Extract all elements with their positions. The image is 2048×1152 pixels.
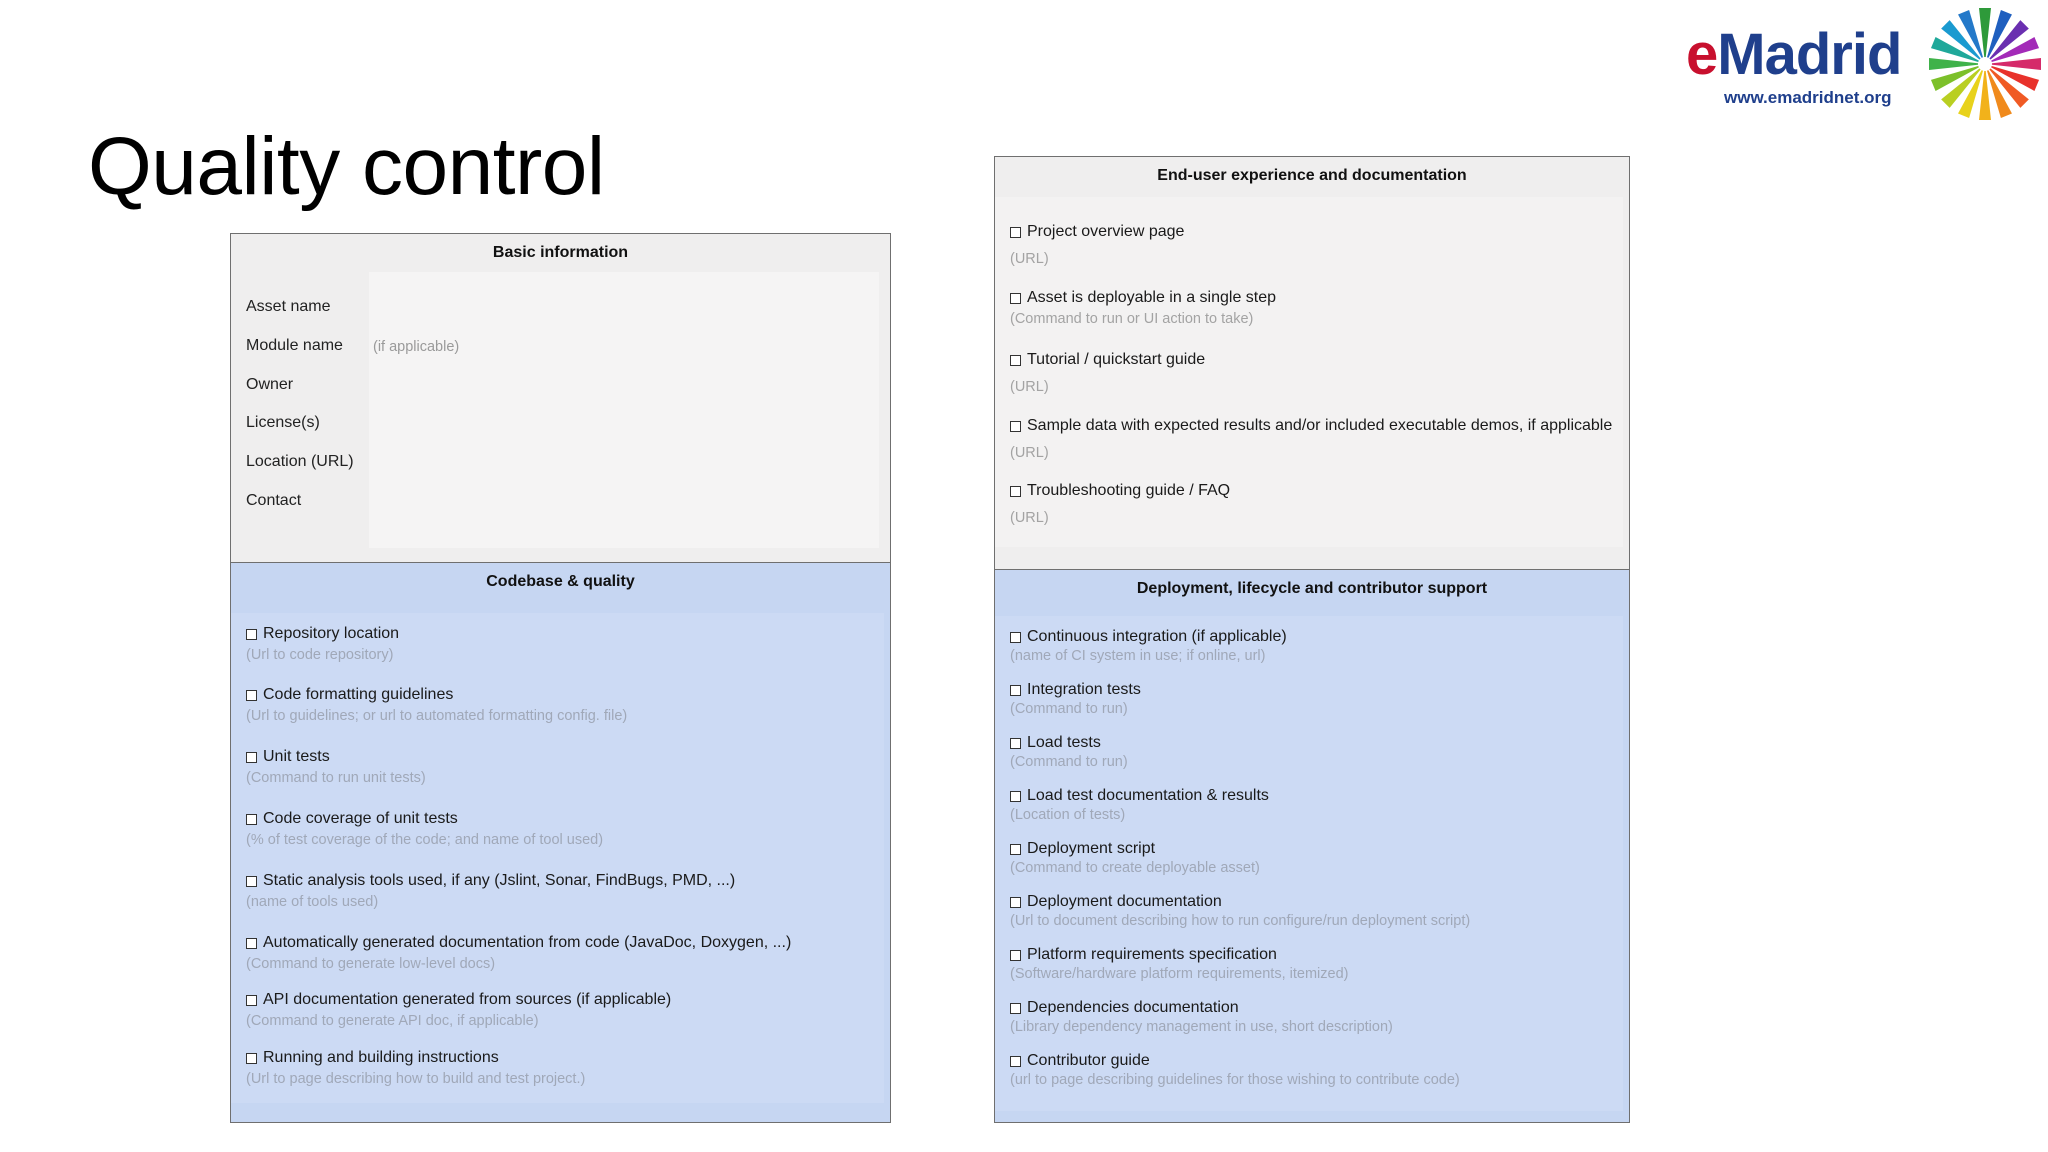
emadrid-logo bbox=[1686, 6, 2042, 124]
checkbox-icon[interactable] bbox=[1010, 355, 1021, 366]
checklist-item[interactable]: Unit tests (Command to run unit tests) bbox=[246, 748, 426, 786]
field-label: License(s) bbox=[246, 414, 320, 431]
checklist-item[interactable]: Project overview page (URL) bbox=[1010, 223, 1185, 267]
checklist-item[interactable]: Deployment documentation (Url to document describing how to run configure/run deployment script) bbox=[1010, 893, 1471, 929]
field-label: Location (URL) bbox=[246, 453, 354, 470]
checklist-item[interactable]: API documentation generated from sources (if applicable) (Command to generate API doc, if applicable) bbox=[246, 991, 672, 1029]
deployment-section bbox=[995, 569, 1629, 1123]
checkbox-icon[interactable] bbox=[1010, 897, 1021, 908]
checkbox-icon[interactable] bbox=[246, 876, 257, 887]
checkbox-icon[interactable] bbox=[1010, 844, 1021, 855]
checkbox-icon[interactable] bbox=[1010, 1003, 1021, 1014]
section-heading: Basic information bbox=[492, 244, 629, 261]
checklist-item[interactable]: Deployment script (Command to create deployable asset) bbox=[1010, 840, 1260, 876]
field-label: Asset name bbox=[246, 298, 331, 315]
logo-star-icon bbox=[1928, 6, 2042, 124]
checklist-item[interactable]: Static analysis tools used, if any (Jslint, Sonar, FindBugs, PMD, ...) (name of tools used) bbox=[246, 872, 736, 910]
checklist-item[interactable]: Automatically generated documentation from code (JavaDoc, Doxygen, ...) (Command to generate low-level docs) bbox=[246, 934, 792, 972]
checkbox-icon[interactable] bbox=[1010, 791, 1021, 802]
field-hint: (if applicable) bbox=[373, 339, 460, 355]
checklist-item[interactable]: Asset is deployable in a single step (Command to run or UI action to take) bbox=[1010, 289, 1277, 327]
section-heading: End-user experience and documentation bbox=[1157, 167, 1467, 184]
checklist-item[interactable]: Sample data with expected results and/or included executable demos, if applicable (URL) bbox=[1010, 417, 1613, 461]
checklist-item[interactable]: Load test documentation & results (Location of tests) bbox=[1010, 787, 1269, 823]
logo-wordmark: eMadrid bbox=[1686, 22, 1902, 87]
end-user-section bbox=[995, 157, 1629, 569]
checkbox-icon[interactable] bbox=[1010, 421, 1021, 432]
checkbox-icon[interactable] bbox=[1010, 738, 1021, 749]
codebase-section bbox=[231, 562, 890, 1123]
checkbox-icon[interactable] bbox=[1010, 486, 1021, 497]
checkbox-icon[interactable] bbox=[246, 690, 257, 701]
logo-url: www.emadridnet.org bbox=[1724, 88, 1892, 107]
checkbox-icon[interactable] bbox=[1010, 950, 1021, 961]
checkbox-icon[interactable] bbox=[246, 814, 257, 825]
section-heading: Codebase & quality bbox=[486, 573, 635, 590]
left-checklist-panel bbox=[230, 233, 891, 1123]
checklist-item[interactable]: Dependencies documentation (Library dependency management in use, short description) bbox=[1010, 999, 1393, 1035]
info-values-column bbox=[369, 272, 879, 548]
checklist-item[interactable]: Tutorial / quickstart guide (URL) bbox=[1010, 351, 1206, 395]
checkbox-icon[interactable] bbox=[1010, 293, 1021, 304]
checklist-item[interactable]: Platform requirements specification (Software/hardware platform requirements, itemized) bbox=[1010, 946, 1349, 982]
checklist-item[interactable]: Continuous integration (if applicable) (name of CI system in use; if online, url) bbox=[1010, 628, 1287, 664]
checkbox-icon[interactable] bbox=[246, 995, 257, 1006]
checklist-item[interactable]: Contributor guide (url to page describing guidelines for those wishing to contribute code) bbox=[1010, 1052, 1460, 1088]
checkbox-icon[interactable] bbox=[246, 938, 257, 949]
right-checklist-panel bbox=[994, 156, 1630, 1123]
checkbox-icon[interactable] bbox=[1010, 685, 1021, 696]
checklist-item[interactable]: Running and building instructions (Url to page describing how to build and test project.) bbox=[246, 1049, 586, 1087]
slide-title: Quality control bbox=[88, 121, 605, 212]
checkbox-icon[interactable] bbox=[246, 629, 257, 640]
checkbox-icon[interactable] bbox=[1010, 632, 1021, 643]
basic-info-section bbox=[231, 234, 890, 562]
checklist-item[interactable]: Load tests (Command to run) bbox=[1010, 734, 1128, 770]
checkbox-icon[interactable] bbox=[246, 752, 257, 763]
field-label: Owner bbox=[246, 376, 294, 393]
checklist-item[interactable]: Code formatting guidelines (Url to guidelines; or url to automated formatting config. file) bbox=[246, 686, 628, 724]
checklist-item[interactable]: Code coverage of unit tests (% of test coverage of the code; and name of tool used) bbox=[246, 810, 604, 848]
checkbox-icon[interactable] bbox=[1010, 227, 1021, 238]
section-heading: Deployment, lifecycle and contributor support bbox=[1136, 580, 1488, 597]
checklist-item[interactable]: Troubleshooting guide / FAQ (URL) bbox=[1010, 482, 1231, 526]
checkbox-icon[interactable] bbox=[1010, 1056, 1021, 1067]
field-label: Module name bbox=[246, 337, 343, 354]
checklist-item[interactable]: Integration tests (Command to run) bbox=[1010, 681, 1141, 717]
checkbox-icon[interactable] bbox=[246, 1053, 257, 1064]
field-label: Contact bbox=[246, 492, 302, 509]
checklist-item[interactable]: Repository location (Url to code repository) bbox=[246, 625, 400, 663]
